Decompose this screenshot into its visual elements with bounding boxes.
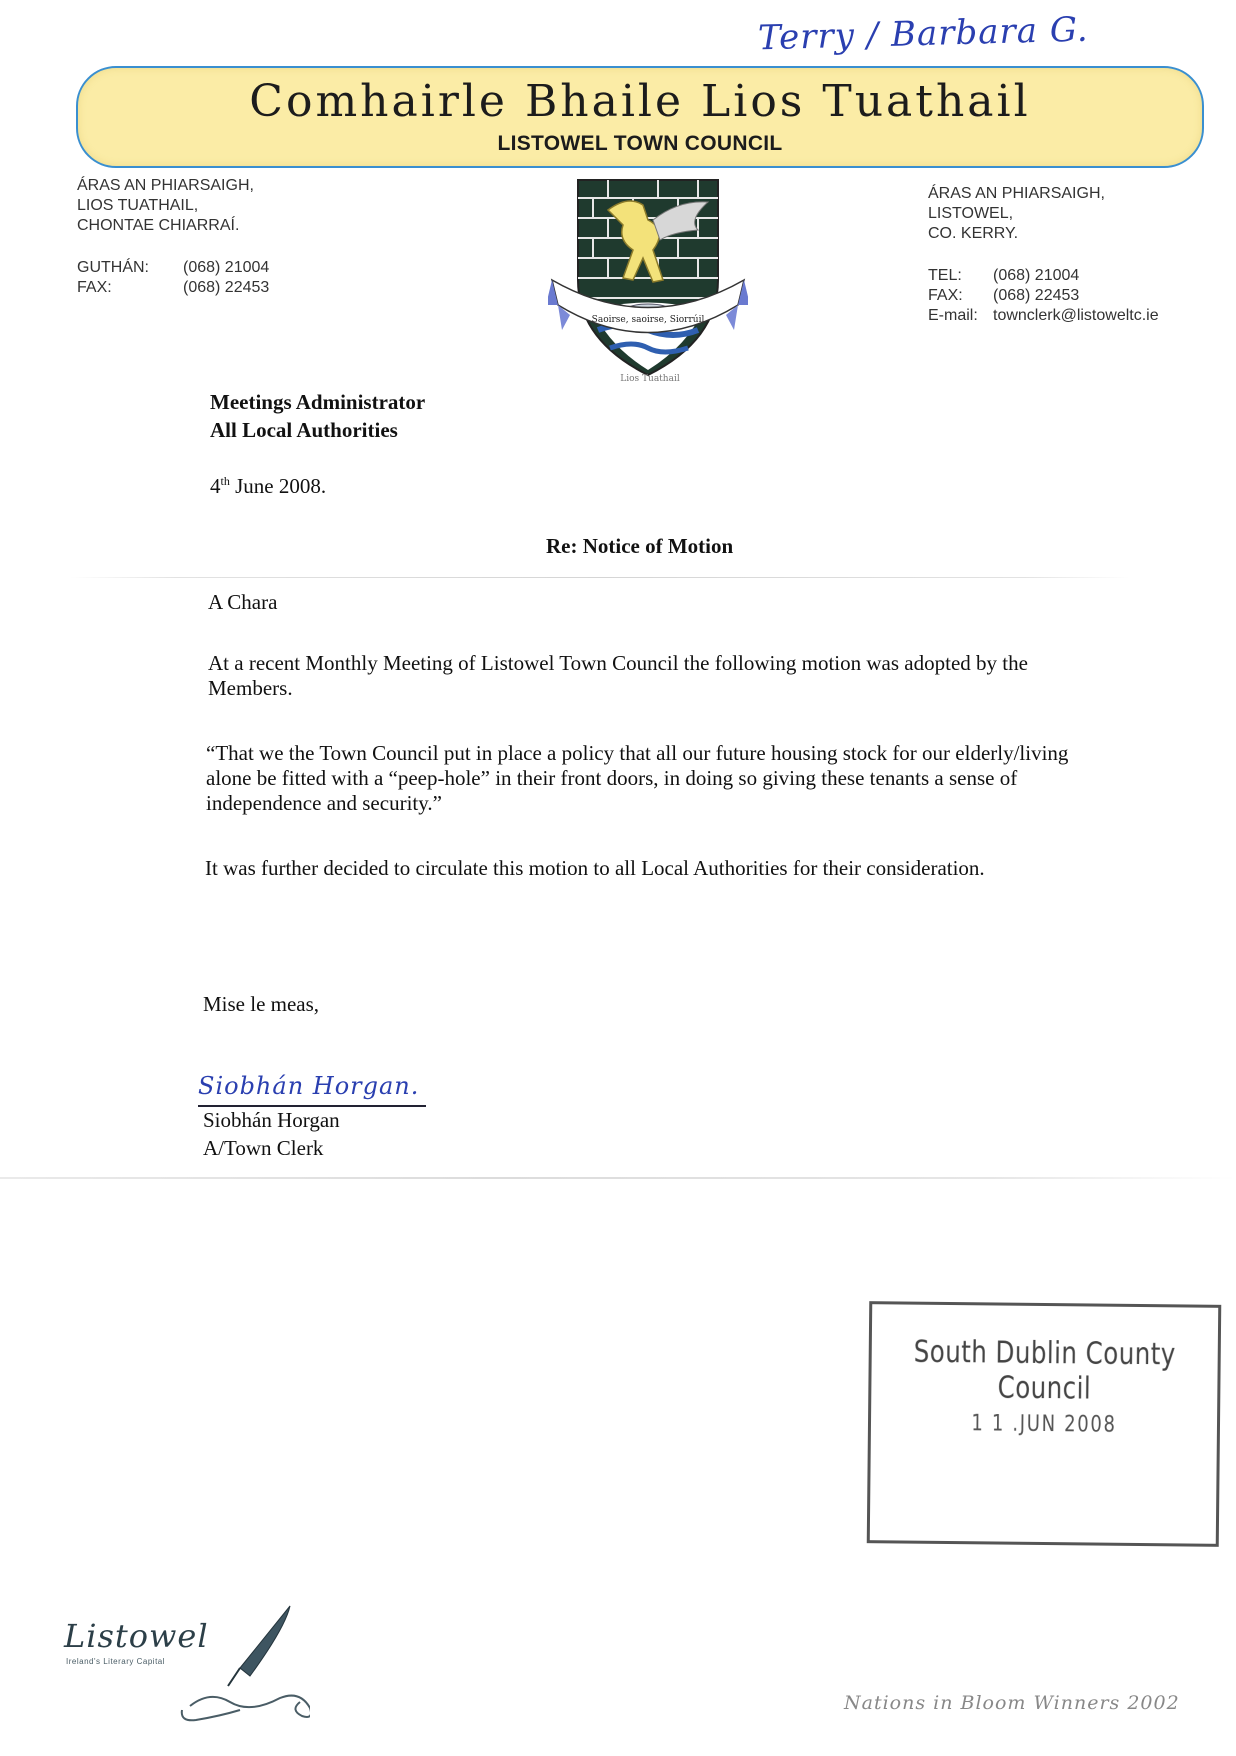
phone-label: TEL:: [928, 267, 962, 284]
handwritten-routing-note: Terry / Barbara G.: [757, 9, 1090, 59]
signatory-name: Siobhán Horgan: [203, 1108, 340, 1132]
fax-label: FAX:: [77, 279, 112, 296]
page-fold-line: [70, 577, 1130, 578]
salutation: A Chara: [208, 590, 278, 614]
motion-quote-paragraph: “That we the Town Council put in place a policy that all our future housing stock for our elderly/living alone be fitted with a “peep-hole” in their front doors, in doing so giving these tenants a sense of independence and security.”: [206, 741, 1069, 815]
email-row: [928, 306, 1159, 326]
council-name-english: LISTOWEL TOWN COUNCIL: [497, 132, 783, 155]
phone-number: (068) 21004: [183, 259, 270, 276]
recipient-line: All Local Authorities: [210, 418, 398, 442]
stamp-date: 1 1 .JUN 2008: [971, 1411, 1117, 1438]
date-day: 4: [210, 474, 221, 498]
stamp-organisation: South Dublin County Council: [913, 1334, 1176, 1407]
address-line: CHONTAE CHIARRAÍ.: [77, 217, 240, 234]
address-block-english: [928, 184, 1159, 326]
address-block-irish: [77, 176, 269, 298]
fax-row: [928, 286, 1159, 306]
listowel-logo-wordmark: Listowel: [64, 1617, 209, 1655]
phone-row: [77, 258, 269, 278]
closing: Mise le meas,: [203, 992, 320, 1016]
crest-caption: Lios Tuathail: [620, 374, 680, 384]
recipient-block: [210, 388, 425, 444]
phone-label: GUTHÁN:: [77, 259, 149, 276]
fax-label: FAX:: [928, 287, 963, 304]
council-name-irish: Comhairle Bhaile Lios Tuathail: [249, 76, 1031, 127]
date-rest: June 2008.: [229, 474, 327, 498]
page-fold-line: [0, 1177, 1236, 1179]
address-line: CO. KERRY.: [928, 225, 1019, 242]
phone-number: (068) 21004: [993, 267, 1080, 284]
address-line: ÁRAS AN PHIARSAIGH,: [77, 177, 254, 194]
quill-pen-icon: [180, 1598, 310, 1728]
letter-date: [210, 474, 326, 499]
crest-motto: Saoirse, saoirse, Siorrúil: [591, 315, 705, 325]
recipient-line: Meetings Administrator: [210, 390, 426, 414]
email-address[interactable]: townclerk@listoweltc.ie: [993, 307, 1159, 324]
letterhead-banner: [76, 66, 1204, 168]
signature-line: [198, 1105, 426, 1107]
handwritten-signature: Siobhán Horgan.: [198, 1072, 420, 1100]
fax-number: (068) 22453: [183, 279, 270, 296]
email-label: E-mail:: [928, 307, 978, 324]
address-line: ÁRAS AN PHIARSAIGH,: [928, 185, 1105, 202]
body-paragraph: At a recent Monthly Meeting of Listowel Town Council the following motion was adopted by the Members.: [208, 651, 1028, 700]
address-line: LIOS TUATHAIL,: [77, 197, 199, 214]
fax-number: (068) 22453: [993, 287, 1080, 304]
footer-award-text: Nations in Bloom Winners 2002: [844, 1692, 1180, 1714]
fax-row: [77, 278, 269, 298]
date-suffix: th: [220, 474, 230, 488]
body-paragraph: It was further decided to circulate this motion to all Local Authorities for their consideration.: [205, 856, 985, 880]
phone-row: [928, 266, 1159, 286]
council-crest-icon: [548, 170, 748, 390]
signatory-title: A/Town Clerk: [203, 1136, 324, 1160]
subject-line: Re: Notice of Motion: [546, 534, 734, 558]
address-line: LISTOWEL,: [928, 205, 1014, 222]
received-stamp: [867, 1301, 1222, 1547]
listowel-logo-tagline: Ireland's Literary Capital: [66, 1657, 166, 1666]
